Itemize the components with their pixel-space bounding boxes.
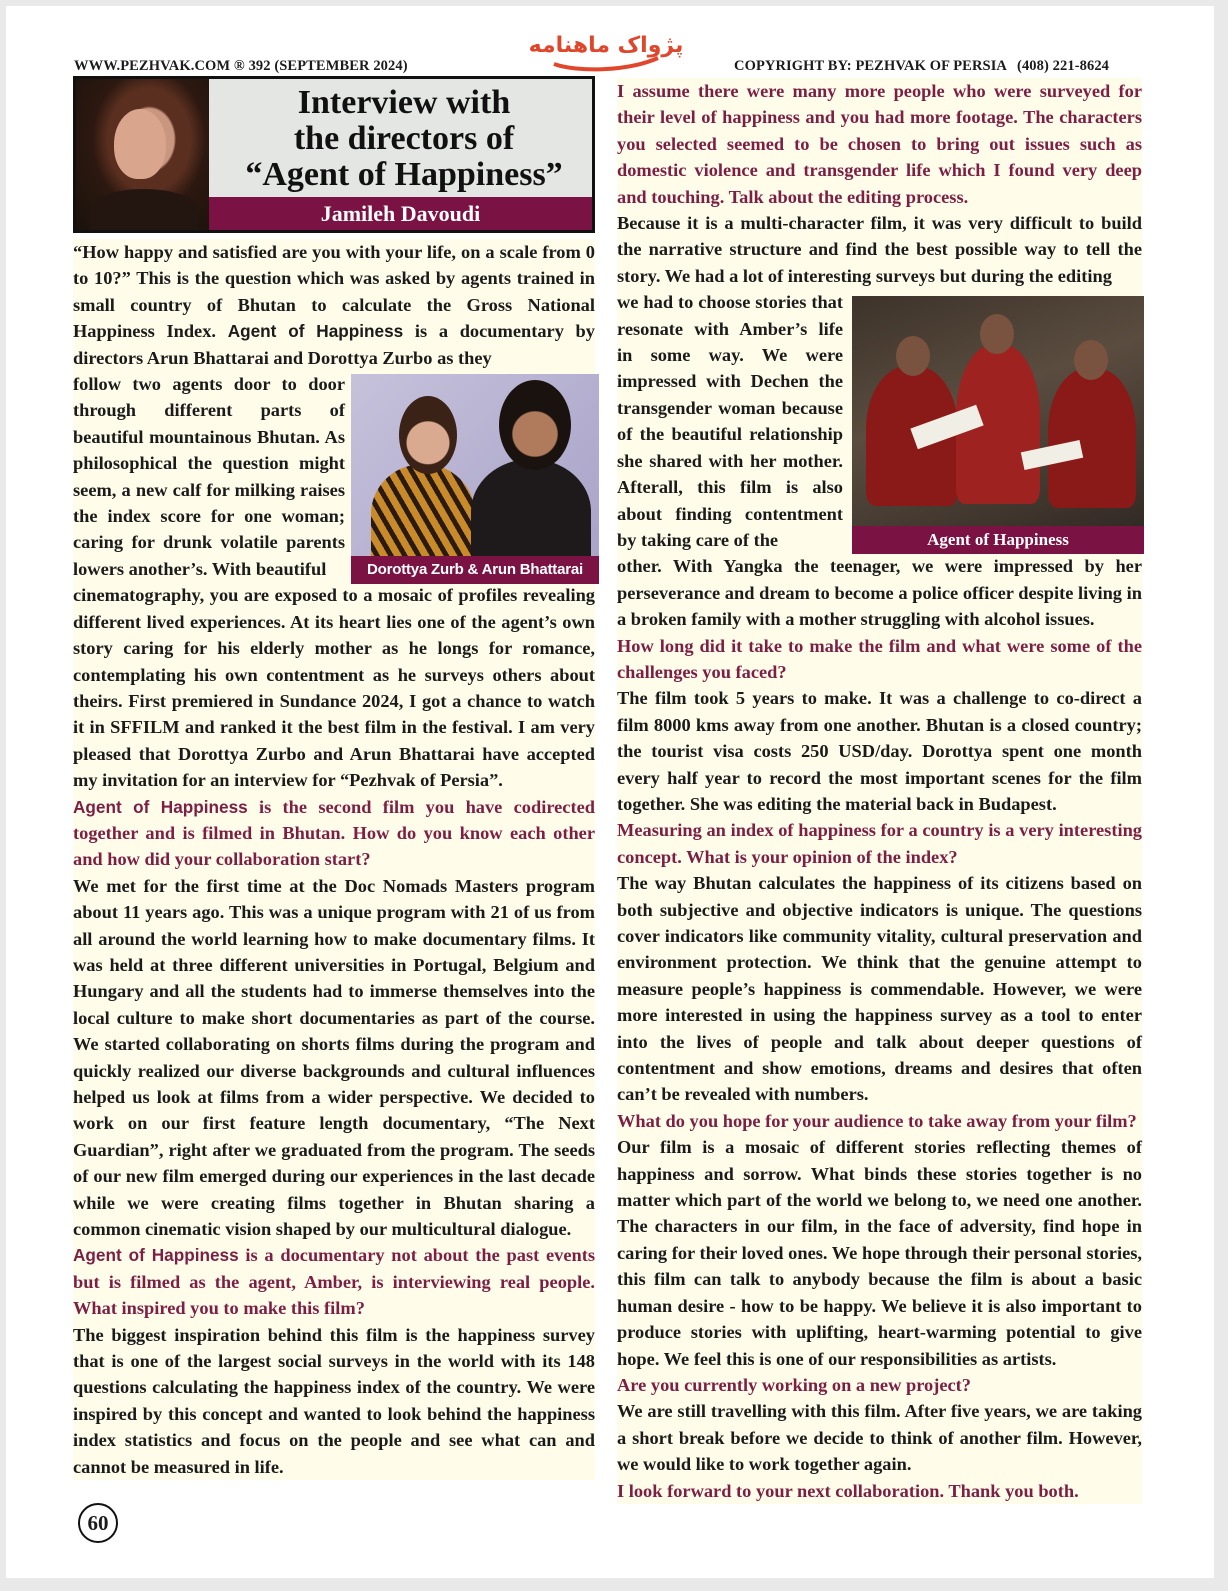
title-line-3: “Agent of Happiness” bbox=[245, 156, 563, 193]
logo-text: پژواک ماهنامه bbox=[528, 33, 684, 58]
intro-text-a: “How happy and satisfied are you with your life, on a scale from 0 to 10?” This is the question which was asked by agents trained in small country of Bhutan to calculate the Gross National Happiness Index. bbox=[73, 242, 595, 342]
directors-photo-caption: Dorottya Zurb & Arun Bhattarai bbox=[351, 556, 599, 584]
author-portrait bbox=[76, 79, 209, 230]
question-5: Measuring an index of happiness for a country is a very interesting concept. What is your opinion of the index? bbox=[617, 820, 1142, 867]
film-name: Agent of Happiness bbox=[227, 321, 404, 342]
intro-text-b: is a documentary by directors Arun Bhattarai and Dorottya Zurbo as they bbox=[73, 321, 595, 368]
question-4: How long did it take to make the film and what were some of the challenges you faced? bbox=[617, 635, 1142, 682]
question-7: Are you currently working on a new project? bbox=[617, 1374, 971, 1395]
phone: (408) 221-8624 bbox=[1017, 58, 1110, 74]
copyright: COPYRIGHT BY: PEZHVAK OF PERSIA bbox=[734, 58, 1008, 74]
film-name-q2: Agent of Happiness bbox=[73, 1245, 239, 1266]
page-number: 60 bbox=[78, 1503, 118, 1543]
question-1-text: is the second film you have codirected together and is filmed in Bhutan. How do you know each other and how did your collaboration start? bbox=[73, 796, 595, 870]
header-right bbox=[734, 58, 1109, 75]
answer-3-text-c: other. With Yangka the teenager, we were impressed by her perseverance and dream to become a police officer despite living in a broken family with a mother struggling with alcohol issues. bbox=[617, 556, 1142, 630]
article-title bbox=[216, 85, 592, 193]
magazine-page bbox=[6, 6, 1214, 1578]
question-6: What do you hope for your audience to take away from your film? bbox=[617, 1110, 1137, 1131]
film-still-photo bbox=[852, 296, 1144, 554]
intro-text-d: cinematography, you are exposed to a mosaic of profiles revealing different lived experiences. At its heart lies one of the agent’s own story caring for his elderly mother as he longs for romance, contemplating his own contentment as he surveys others about theirs. First premiered in Sundance 2024, I got a chance to watch it in SFFILM and ranked it the best film in the festival. I am very pleased that Dorottya Zurbo and Arun Bhattarai have accepted my invitation for an interview for “Pezhvak of Persia”. bbox=[73, 585, 595, 791]
author-byline: Jamileh Davoudi bbox=[209, 197, 592, 230]
answer-2: The biggest inspiration behind this film is the happiness survey that is one of the largest social surveys in the world with its 148 questions calculating the happiness index of the country. We were inspired by this concept and wanted to look behind the happiness index statistics and focus on the people and see what can and cannot be measured in life. bbox=[73, 1324, 595, 1477]
title-line-2: the directors of bbox=[293, 120, 515, 157]
question-2-text: is a documentary not about the past events but is filmed as the agent, Amber, is interviewing real people. What inspired you to make this film? bbox=[73, 1245, 595, 1319]
film-still-caption: Agent of Happiness bbox=[852, 526, 1144, 554]
title-line-1: Interview with bbox=[297, 84, 511, 121]
title-box bbox=[73, 76, 595, 233]
directors-photo bbox=[351, 374, 599, 584]
magazine-logo bbox=[528, 18, 684, 78]
intro-text-c: follow two agents door to door through different parts of beautiful mountainous Bhutan. As philosophical the question might seem, a new calf for milking raises the index score for one woman; caring for drunk volatile parents lowers another’s. With beautiful bbox=[73, 374, 345, 579]
question-3: I assume there were many more people who were surveyed for their level of happiness and you had more footage. The characters you selected seemed to be chosen to bring out issues such as domestic violence and transgender life which I found very deep and touching. Talk about the editing process. bbox=[617, 81, 1142, 207]
answer-7: We are still travelling with this film. After five years, we are taking a short break before we decide to think of another film. However, we would like to work together again. bbox=[617, 1401, 1142, 1475]
answer-3-text-b: we had to choose stories that resonate with Amber’s life in some way. We were impressed with Dechen the transgender woman because of the beautiful relationship she shared with her mother. Afterall, this film is also about finding contentment by taking care of the bbox=[617, 292, 843, 550]
answer-6: Our film is a mosaic of different stories reflecting themes of happiness and sorrow. What binds these stories together is no matter which part of the world we belong to, we need one another. The characters in our film, in the face of adversity, find hope in caring for their loved ones. We hope through their personal stories, this film can talk to anybody because the film is about a basic human desire - how to be happy. We believe it is also important to produce stories with uplifting, heart-warming potential to give hope. We feel this is one of our responsibilities as artists. bbox=[617, 1137, 1142, 1369]
header-left: WWW.PEZHVAK.COM ® 392 (SEPTEMBER 2024) bbox=[74, 58, 408, 74]
film-name-q1: Agent of Happiness bbox=[73, 796, 248, 817]
question-2 bbox=[73, 1242, 595, 1321]
right-column bbox=[617, 78, 1142, 1504]
answer-1: We met for the first time at the Doc Nomads Masters program about 11 years ago. This was a unique program with 21 of us from all around the world learning how to make documentary films. It was held at three different universities in Portugal, Belgium and Hungary and all the students had to immerse themselves into the local culture to make short documentaries as part of the course. We started collaborating on shorts films during the program and quickly realized our diverse backgrounds and cultural influences helped us look at films from a wider perspective. We decided to work on our first feature length documentary, “The Next Guardian”, right after we graduated from the program. The seeds of our new film emerged during our experiences in the last decade while we were creating films together in Bhutan sharing a common cinematic vision shaped by our multicultural dialogue. bbox=[73, 875, 595, 1240]
answer-4: The film took 5 years to make. It was a challenge to co-direct a film 8000 kms away from one another. Bhutan is a closed country; the tourist visa costs 250 USD/day. Dorottya spent one month every half year to record the most important scenes for the film together. She was editing the material back in Budapest. bbox=[617, 688, 1142, 814]
question-1 bbox=[73, 794, 595, 873]
closing-line: I look forward to your next collaboration. Thank you both. bbox=[617, 1480, 1079, 1501]
answer-3-text-a: Because it is a multi-character film, it was very difficult to build the narrative structure and find the best possible way to tell the story. We had a lot of interesting surveys but during the editing bbox=[617, 213, 1142, 286]
answer-5: The way Bhutan calculates the happiness of its citizens based on both subjective and objective indicators is unique. The questions cover indicators like community vitality, cultural preservation and environment protection. We think that the genuine attempt to measure people’s happiness is commendable. However, we were more interested in using the happiness survey as a tool to enter into the lives of people and talk about deeper questions of contentment and show emotions, dreams and desires that often can’t be revealed with numbers. bbox=[617, 873, 1142, 1105]
